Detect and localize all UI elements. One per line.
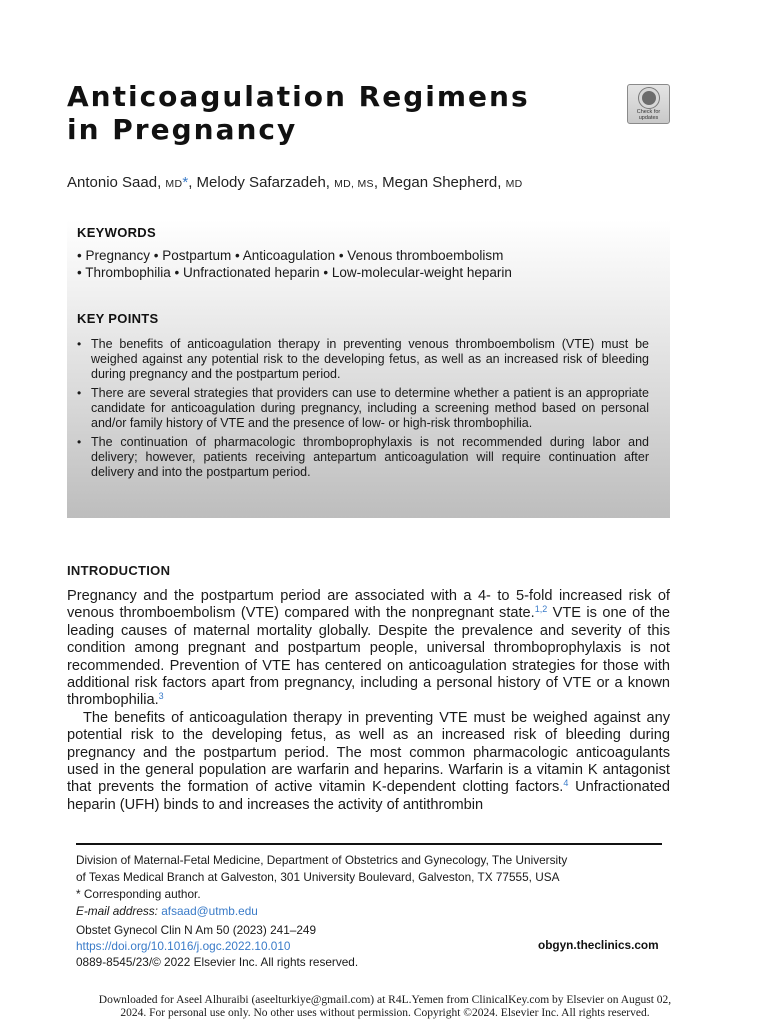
affiliation-block bbox=[76, 852, 666, 920]
body-paragraph: The benefits of anticoagulation therapy in preventing VTE must be weighed against any potential risk to the developing fetus, as well as an increased risk of bleeding during pregnancy and the postpartum period. The most common pharmacologic anticoagulants used in the general population are warfarin and heparins. Warfarin is a vitamin K antagonist that prevents the formation of active vitamin K-dependent clotting factors.$^4$ Unfractionated heparin (UFH) binds to and increases the activity of antithrombin bbox=[67, 709, 670, 813]
keywords-line: • Pregnancy • Postpartum • Anticoagulation • Venous thromboembolism bbox=[77, 248, 504, 263]
article-title bbox=[67, 80, 587, 146]
author-name: Antonio Saad, bbox=[67, 174, 166, 191]
corresponding-author-mark[interactable]: * bbox=[182, 174, 189, 191]
keywords-heading: KEYWORDS bbox=[77, 225, 156, 240]
journal-citation: Obstet Gynecol Clin N Am 50 (2023) 241–249 bbox=[76, 923, 317, 937]
title-line-1: Anticoagulation Regimens bbox=[67, 80, 530, 113]
body-paragraph: Pregnancy and the postpartum period are associated with a 4- to 5-fold increased risk of venous thromboembolism (VTE) compared with the nonpregnant state.$^{1,2}$ VTE is one of the leading causes of maternal mortality globally. Despite the prevalence and severity of this condition among pregnant and postpartum people, universal thromboprophylaxis is not recommended. Prevention of VTE has centered on anticoagulation strategies for those with additional risk factors apart from pregnancy, including a personal history of VTE or a known thrombophilia.$^3$ bbox=[67, 588, 670, 709]
check-for-updates-badge[interactable] bbox=[627, 84, 670, 124]
corresponding-author-note: * Corresponding author. bbox=[76, 887, 201, 901]
affiliation-line: of Texas Medical Branch at Galveston, 301 University Boulevard, Galveston, TX 77555, USA bbox=[76, 870, 560, 884]
email-link[interactable]: afsaad@utmb.edu bbox=[161, 904, 258, 918]
reference-link[interactable]: 4 bbox=[563, 778, 569, 789]
crossmark-icon bbox=[639, 88, 659, 108]
email-line bbox=[76, 903, 666, 920]
author-name: , Megan Shepherd, bbox=[373, 174, 506, 191]
keywords-line: • Thrombophilia • Unfractionated heparin • Low-molecular-weight heparin bbox=[77, 265, 512, 280]
author-list bbox=[67, 174, 523, 191]
email-label: E-mail address: bbox=[76, 904, 158, 918]
key-points-list bbox=[77, 337, 649, 484]
title-line-2: in Pregnancy bbox=[67, 113, 298, 146]
copyright-line: 0889-8545/23/© 2022 Elsevier Inc. All rights reserved. bbox=[76, 955, 359, 969]
reference-link[interactable]: 3 bbox=[158, 691, 164, 702]
footnote-divider bbox=[76, 843, 662, 845]
key-point-item: • The continuation of pharmacologic thromboprophylaxis is not recommended during labor and delivery; however, patients receiving antepartum anticoagulation will require continuation after delivery and into the postpartum period. bbox=[77, 435, 649, 480]
reference-link[interactable]: 1,2 bbox=[534, 604, 548, 615]
introduction-body bbox=[67, 588, 670, 814]
keywords-list bbox=[77, 247, 512, 281]
doi-link[interactable]: https://doi.org/10.1016/j.ogc.2022.10.010 bbox=[76, 939, 291, 953]
keywords-keypoints-panel bbox=[67, 220, 670, 518]
key-point-item: • There are several strategies that providers can use to determine whether a patient is an appropriate candidate for anticoagulation during pregnancy, including a screening method based on personal and/or family history of VTE and the presence of low- or high-risk thrombophilia. bbox=[77, 386, 649, 431]
author-degree: MD bbox=[505, 178, 523, 190]
introduction-heading: INTRODUCTION bbox=[67, 563, 171, 578]
author-degree: MD, MS bbox=[334, 178, 374, 190]
badge-label: Check for updates bbox=[636, 109, 661, 121]
affiliation-line: Division of Maternal-Fetal Medicine, Department of Obstetrics and Gynecology, The University bbox=[76, 853, 568, 867]
key-point-item: • The benefits of anticoagulation therapy in preventing venous thromboembolism (VTE) must be weighed against any potential risk to the developing fetus, as well as an increased risk of bleeding during pregnancy and the postpartum period. bbox=[77, 337, 649, 382]
citation-block bbox=[76, 922, 358, 970]
key-points-heading: KEY POINTS bbox=[77, 311, 159, 326]
journal-site[interactable]: obgyn.theclinics.com bbox=[538, 938, 659, 952]
author-degree: MD bbox=[165, 178, 183, 190]
download-notice: Downloaded for Aseel Alhuraibi (aseelturkiye@gmail.com) at R4L.Yemen from ClinicalKey.com by Elsevier on August 02, 2024. For personal use only. No other uses without permission. Copyright ©2024. Elsevier Inc. All rights reserved. bbox=[98, 994, 672, 1019]
author-name: , Melody Safarzadeh, bbox=[188, 174, 335, 191]
